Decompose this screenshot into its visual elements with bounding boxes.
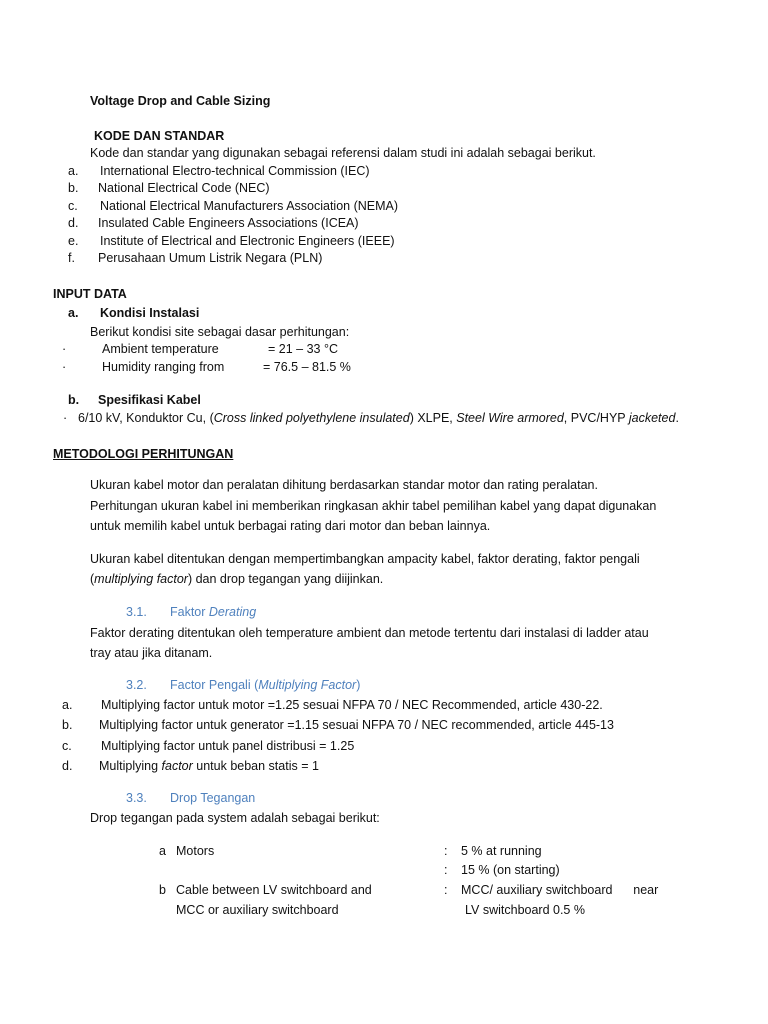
list-item: National Electrical Code (NEC) xyxy=(98,181,270,195)
kondisi-intro: Berikut kondisi site sebagai dasar perhitungan: xyxy=(90,325,350,339)
row-colon: : xyxy=(444,863,448,877)
section-heading-pengali: Factor Pengali (Multiplying Factor) xyxy=(170,678,361,692)
cable-spec: 6/10 kV, Konduktor Cu, (Cross linked polyethylene insulated) XLPE, Steel Wire armored, PVC/HYP jacketed. xyxy=(78,411,679,425)
row-label: Motors xyxy=(176,844,215,858)
paragraph-line: untuk memilih kabel untuk berbagai rating dari motor dan beban lainnya. xyxy=(90,519,491,533)
list-item: Institute of Electrical and Electronic Engineers (IEEE) xyxy=(100,234,395,248)
list-item: Multiplying factor untuk motor =1.25 sesuai NFPA 70 / NEC Recommended, article 430-22. xyxy=(101,698,603,712)
paragraph-line: Ukuran kabel motor dan peralatan dihitung berdasarkan standar motor dan rating peralatan. xyxy=(90,478,598,492)
humidity-label: Humidity ranging from xyxy=(102,360,225,374)
list-item: Perusahaan Umum Listrik Negara (PLN) xyxy=(98,251,323,265)
list-item: Multiplying factor untuk beban statis = 1 xyxy=(99,759,319,773)
list-item: National Electrical Manufacturers Association (NEMA) xyxy=(100,199,399,213)
row-colon: : xyxy=(444,883,448,897)
paragraph-line: Perhitungan ukuran kabel ini memberikan ringkasan akhir tabel pemilihan kabel yang dapat digunakan xyxy=(90,499,657,513)
list-marker: a. xyxy=(68,164,79,178)
list-marker: a. xyxy=(68,306,79,320)
row-colon: : xyxy=(444,844,448,858)
section-number: 3.3. xyxy=(126,791,147,805)
list-item: International Electro-technical Commission (IEC) xyxy=(100,164,370,178)
list-item: Multiplying factor untuk panel distribusi = 1.25 xyxy=(101,739,355,753)
row-value: 5 % at running xyxy=(461,844,542,858)
list-item: Multiplying factor untuk generator =1.15 sesuai NFPA 70 / NEC recommended, article 445-13 xyxy=(99,718,614,732)
list-marker: a. xyxy=(62,698,73,712)
row-marker: a xyxy=(159,844,166,858)
list-marker: b. xyxy=(62,718,73,732)
list-marker: b. xyxy=(68,393,80,407)
subheading-spesifikasi: Spesifikasi Kabel xyxy=(98,393,201,407)
list-marker: d. xyxy=(68,216,79,230)
paragraph-line: Faktor derating ditentukan oleh temperature ambient dan metode tertentu dari instalasi di ladder atau xyxy=(90,626,649,640)
section-heading-drop: Drop Tegangan xyxy=(170,791,256,805)
section-number: 3.2. xyxy=(126,678,147,692)
section-heading-derating: Faktor Derating xyxy=(170,605,257,619)
ambient-value: = 21 – 33 °C xyxy=(268,342,338,356)
section-heading-metodologi: METODOLOGI PERHITUNGAN xyxy=(53,447,234,461)
document-title: Voltage Drop and Cable Sizing xyxy=(90,94,271,108)
row-value: 15 % (on starting) xyxy=(461,863,560,877)
section-heading-kode: KODE DAN STANDAR xyxy=(94,129,225,143)
subheading-kondisi: Kondisi Instalasi xyxy=(100,306,200,320)
kode-intro: Kode dan standar yang digunakan sebagai referensi dalam studi ini adalah sebagai berikut. xyxy=(90,146,596,160)
list-marker: d. xyxy=(62,759,73,773)
paragraph-line: Ukuran kabel ditentukan dengan mempertimbangkan ampacity kabel, faktor derating, faktor pengali xyxy=(90,552,640,566)
ambient-label: Ambient temperature xyxy=(102,342,219,356)
row-value: MCC/ auxiliary switchboard near xyxy=(461,883,659,897)
list-marker: e. xyxy=(68,234,79,248)
row-label: Cable between LV switchboard and xyxy=(176,883,372,897)
paragraph-line: (multiplying factor) dan drop tegangan yang diijinkan. xyxy=(90,572,384,586)
section-heading-input: INPUT DATA xyxy=(53,287,127,301)
row-marker: b xyxy=(159,883,166,897)
section-number: 3.1. xyxy=(126,605,147,619)
humidity-value: = 76.5 – 81.5 % xyxy=(263,360,351,374)
drop-intro: Drop tegangan pada system adalah sebagai berikut: xyxy=(90,811,380,825)
row-label: MCC or auxiliary switchboard xyxy=(176,903,339,917)
paragraph-line: tray atau jika ditanam. xyxy=(90,646,213,660)
bullet: · xyxy=(62,342,67,356)
bullet: · xyxy=(62,360,67,374)
list-marker: c. xyxy=(68,199,78,213)
row-value: LV switchboard 0.5 % xyxy=(465,903,585,917)
list-marker: b. xyxy=(68,181,79,195)
list-item: Insulated Cable Engineers Associations (ICEA) xyxy=(98,216,359,230)
list-marker: f. xyxy=(68,251,75,265)
bullet: · xyxy=(63,411,68,425)
list-marker: c. xyxy=(62,739,72,753)
